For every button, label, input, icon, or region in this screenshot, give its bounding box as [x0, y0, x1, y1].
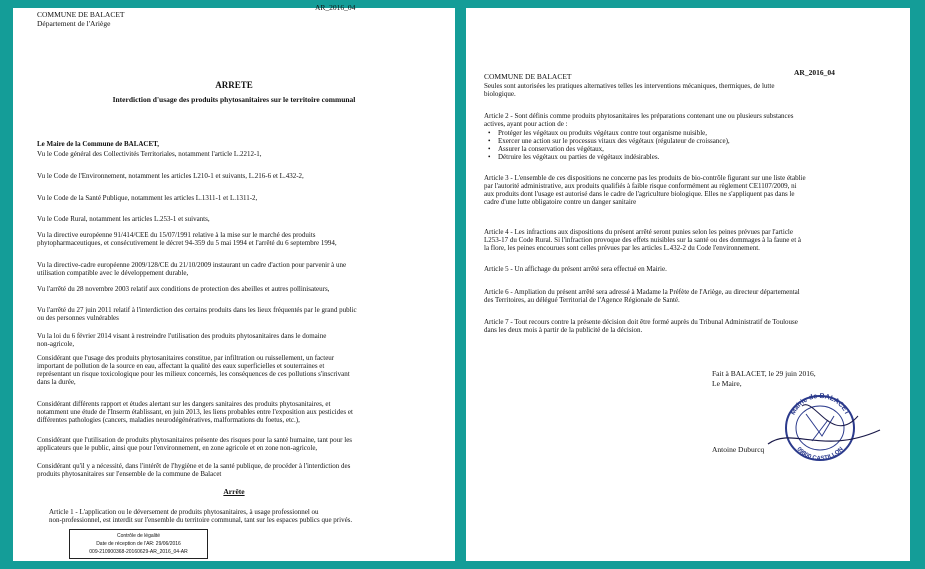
article-3-cont: aux produits dont l'usage est autorisé dans le cadre de l'agriculture biologique. Elles ne s'appliquent pas dans le — [484, 190, 795, 198]
document-page-2 — [466, 8, 910, 561]
vu-item-cont: ou des personnes vulnérables — [37, 314, 119, 322]
intro-line: biologique. — [484, 90, 516, 98]
seal-bottom-text: 09800 CASTILLON — [795, 446, 845, 463]
bullet-item: Exercer une action sur le processus vitaux des végétaux (régulateur de croissance), — [498, 137, 730, 145]
considerant-item: Considérant qu'il y a nécessité, dans l'intérêt de l'hygiène et de la santé publique, de procéder à l'interdiction des — [37, 462, 351, 470]
considerant-item-cont: applicateurs que le public, ainsi que pour l'environnement, en zone agricole et en zone non-agricole, — [37, 444, 318, 452]
reference-number: AR_2016_04 — [315, 3, 356, 12]
article-4-cont: L253-17 du Code Rural. Si l'infraction provoque des effets nuisibles sur la santé ou des dommages à la faune et à — [484, 236, 802, 244]
article-3-cont: cadre d'une lutte obligatoire contre un danger sanitaire — [484, 198, 637, 206]
legality-stamp — [69, 529, 208, 559]
bullet-item: Assurer la conservation des végétaux, — [498, 145, 604, 153]
considerant-item-cont: important de pollution de la source en eau, affectant la qualité des eaux superficielles et souterraines et — [37, 362, 325, 370]
stamp-line: 009-210900368-20160629-AR_2016_04-AR — [89, 549, 188, 555]
considerant-item-cont: notamment une étude de l'Inserm établissant, en juin 2013, les liens probables entre l'exposition aux pesticides et — [37, 408, 353, 416]
vu-item: Vu le Code de la Santé Publique, notamment les articles L.1311-1 et L.1311-2, — [37, 194, 258, 202]
document-subtitle: Interdiction d'usage des produits phytosanitaires sur le territoire communal — [112, 95, 356, 104]
vu-item-cont: utilisation compatible avec le développement durable, — [37, 269, 189, 277]
bullet-dot: • — [488, 137, 491, 145]
bullet-dot: • — [488, 153, 491, 161]
article-3: Article 3 - L'ensemble de ces dispositions ne concerne pas les produits de bio-contrôle figurant sur une liste établie — [484, 174, 806, 182]
signature-place-date: Fait à BALACET, le 29 juin 2016, — [712, 369, 816, 378]
department-header: Département de l'Ariège — [37, 19, 111, 28]
document-title: ARRETE — [215, 80, 253, 90]
signature-name: Antoine Duburcq — [712, 445, 765, 454]
vu-item: Vu l'arrêté du 27 juin 2011 relatif à l'interdiction des certains produits dans les lieux fréquentés par le grand public — [37, 306, 357, 314]
commune-header: COMMUNE DE BALACET — [37, 10, 125, 19]
considerant-item-cont: dans la durée, — [37, 378, 76, 386]
article-7-cont: dans les deux mois à partir de la publicité de la décision. — [484, 326, 643, 334]
considerant-item: Considérant que l'usage des produits phytosanitaires constitue, par infiltration ou ruissellement, un facteur — [37, 354, 335, 362]
considerant-item: Considérant que l'utilisation de produits phytosanitaires présente des risques pour la santé humaine, tant pour les — [37, 436, 353, 444]
article-7: Article 7 - Tout recours contre la présente décision doit être formé auprès du Tribunal Administratif de Toulouse — [484, 318, 798, 326]
article-4-cont: la flore, les peines encourues sont celles prévues par les articles L.432-2 du Code l'environnement. — [484, 244, 760, 252]
article-2-cont: actives, ayant pour action de : — [484, 120, 568, 128]
article-4: Article 4 - Les infractions aux dispositions du présent arrêté seront punies selon les peines prévues par l'article — [484, 228, 793, 236]
document-page-1 — [13, 3, 455, 561]
article-2: Article 2 - Sont définis comme produits phytosanitaires les préparations contenant une ou plusieurs substances — [484, 112, 794, 120]
article-5: Article 5 - Un affichage du présent arrêté sera effectué en Mairie. — [484, 265, 667, 273]
commune-header: COMMUNE DE BALACET — [484, 72, 572, 81]
maire-intro: Le Maire de la Commune de BALACET, — [37, 140, 160, 148]
stamp-line: Date de réception de l'AR: 29/06/2016 — [96, 541, 181, 547]
vu-item: Vu la directive européenne 91/414/CEE du 15/07/1991 relative à la mise sur le marché des produits — [37, 231, 316, 239]
bullet-item: Détruire les végétaux ou parties de végétaux indésirables. — [498, 153, 660, 161]
vu-item: Vu le Code général des Collectivités Territoriales, notamment l'article L.2212-1, — [37, 150, 262, 158]
article-1: Article 1 - L'application ou le déversement de produits phytosanitaires, à usage professionnel ou — [49, 508, 319, 516]
svg-text:09800 CASTILLON — [795, 446, 844, 462]
bullet-item: Protéger les végétaux ou produits végétaux contre tout organisme nuisible, — [498, 129, 708, 137]
article-6-cont: des Territoires, au délégué Territorial de l'Agence Régionale de Santé. — [484, 296, 680, 304]
mairie-seal-stamp — [762, 386, 884, 468]
vu-item-cont: phytopharmaceutiques, et consécutivement le décret 94-359 du 5 mai 1994 et l'arrêté du 6 septembre 1994, — [37, 239, 337, 247]
reference-number: AR_2016_04 — [794, 68, 835, 77]
vu-item: Vu la loi du 6 février 2014 visant à restreindre l'utilisation des produits phytosanitaires dans le domaine — [37, 332, 327, 340]
article-6: Article 6 - Ampliation du présent arrêté sera adressé à Madame la Préfète de l'Ariège, au directeur départemental — [484, 288, 800, 296]
bullet-dot: • — [488, 145, 491, 153]
considerant-item-cont: produits phytosanitaires sur l'ensemble de la commune de Balacet — [37, 470, 222, 478]
article-1-cont: non-professionnel, est interdit sur l'ensemble du territoire communal, tant sur les espaces publics que privés. — [49, 516, 353, 524]
bullet-dot: • — [488, 129, 491, 137]
signature-title: Le Maire, — [712, 379, 742, 388]
seal-emblem-icon — [806, 414, 834, 441]
considerant-item-cont: représentant un risque toxicologique pour les milieux concernés, les conséquences de ces pollutions s'inscrivant — [37, 370, 350, 378]
stamp-line: Contrôle de légalité — [116, 533, 161, 539]
seal-top-text: Mairie de BALACET — [789, 392, 851, 417]
vu-item: Vu l'arrêté du 28 novembre 2003 relatif aux conditions de protection des abeilles et autres pollinisateurs, — [37, 285, 330, 293]
vu-item: Vu le Code de l'Environnement, notamment les articles L210-1 et suivants, L.216-6 et L.432-2, — [37, 172, 304, 180]
vu-item-cont: non-agricole, — [37, 340, 75, 348]
vu-item: Vu la directive-cadre européenne 2009/128/CE du 21/10/2009 instaurant un cadre d'action pour parvenir à une — [37, 261, 347, 269]
article-3-cont: par l'autorité administrative, aux produits qualifiés à faible risque conformément au règlement CE1107/2009, ni — [484, 182, 797, 190]
arrete-heading: Arrête — [223, 487, 245, 496]
svg-text:Mairie de BALACET — [790, 393, 851, 417]
vu-item: Vu le Code Rural, notamment les articles L.253-1 et suivants, — [37, 215, 210, 223]
considerant-item: Considérant différents rapport et études alertant sur les dangers sanitaires des produits phytosanitaires, et — [37, 400, 331, 408]
considerant-item-cont: différentes pathologies (cancers, maladies neurodégénératives, malformations du foetus, etc.), — [37, 416, 300, 424]
intro-line: Seules sont autorisées les pratiques alternatives telles les interventions mécaniques, thermiques, de lutte — [484, 82, 775, 90]
